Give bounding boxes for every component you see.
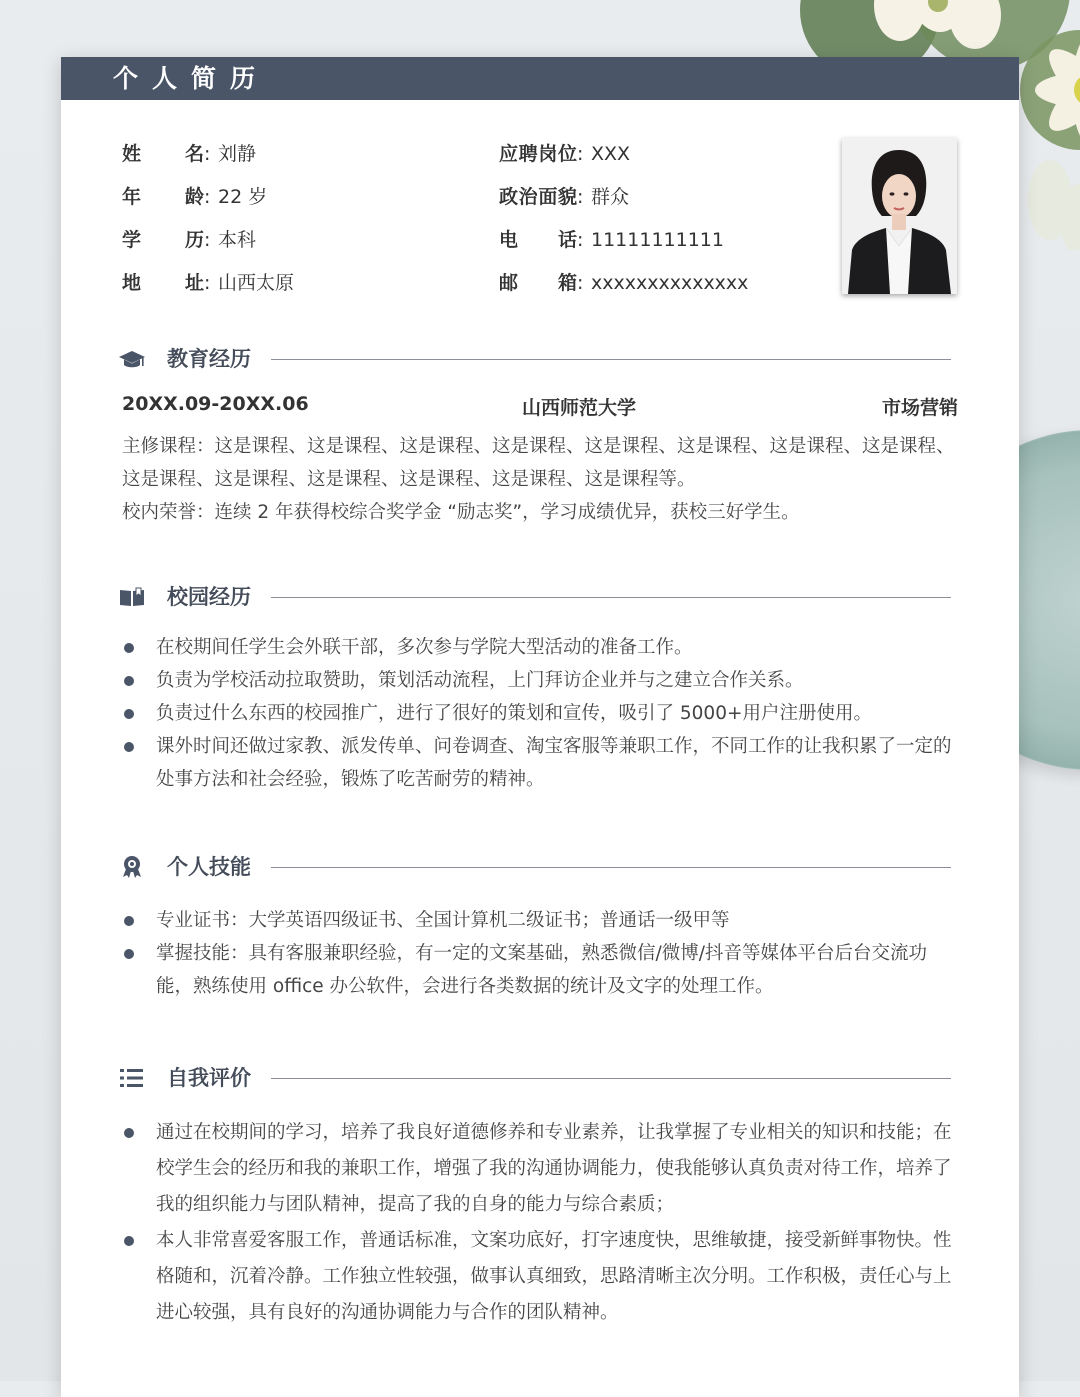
section-divider xyxy=(271,359,951,360)
info-value: 22 岁 xyxy=(218,186,268,208)
info-label: 政治面貌 xyxy=(499,186,577,208)
info-political: 政治面貌: 群众 xyxy=(499,186,630,208)
education-school: 山西师范大学 xyxy=(522,397,637,419)
graduation-cap-icon xyxy=(119,347,145,371)
info-degree: 学历: 本科 xyxy=(122,229,257,251)
info-email: 邮箱: xxxxxxxxxxxxxx xyxy=(499,272,749,294)
resume-page xyxy=(61,57,1019,1397)
info-value: 山西太原 xyxy=(218,272,295,294)
section-title: 教育经历 xyxy=(167,347,251,371)
info-value: 11111111111 xyxy=(591,229,724,251)
open-book-icon xyxy=(119,585,145,609)
list-item: 专业证书：大学英语四级证书、全国计算机二级证书；普通话一级甲等 xyxy=(122,904,962,937)
info-label: 地址 xyxy=(122,272,204,294)
education-courses: 主修课程：这是课程、这是课程、这是课程、这是课程、这是课程、这是课程、这是课程、这是课程、这是课程、这是课程、这是课程、这是课程、这是课程、这是课程等。 xyxy=(122,436,955,490)
section-divider xyxy=(271,867,951,868)
education-row xyxy=(122,393,958,421)
info-name: 姓名: 刘静 xyxy=(122,143,257,165)
list-item: 在校期间任学生会外联干部，多次参与学院大型活动的准备工作。 xyxy=(122,631,962,664)
list-item: 本人非常喜爱客服工作，普通话标准，文案功底好，打字速度快，思维敏捷，接受新鲜事物快。性格随和，沉着冷静。工作独立性较强，做事认真细致，思路清晰主次分明。工作积极，责任心与上进心较强，具有良好的沟通协调能力与合作的团队精神。 xyxy=(122,1223,962,1331)
info-age: 年龄: 22 岁 xyxy=(122,186,268,208)
award-badge-icon xyxy=(119,855,145,879)
campus-list xyxy=(122,631,962,796)
info-address: 地址: 山西太原 xyxy=(122,272,295,294)
self-eval-section-header xyxy=(119,1062,951,1094)
section-divider xyxy=(271,597,951,598)
info-position: 应聘岗位: XXX xyxy=(499,143,631,165)
education-major: 市场营销 xyxy=(881,397,958,419)
section-title: 个人技能 xyxy=(167,855,251,879)
info-label: 学历 xyxy=(122,229,204,251)
info-value: XXX xyxy=(591,143,631,165)
page-title: 个人简历 xyxy=(113,64,270,93)
list-item: 负责过什么东西的校园推广，进行了很好的策划和宣传，吸引了 5000+用户注册使用。 xyxy=(122,697,962,730)
list-item: 课外时间还做过家教、派发传单、问卷调查、淘宝客服等兼职工作，不同工作的让我积累了一定的处事方法和社会经验，锻炼了吃苦耐劳的精神。 xyxy=(122,730,962,796)
section-divider xyxy=(271,1078,951,1079)
profile-photo xyxy=(842,138,957,294)
info-label: 电话 xyxy=(499,229,577,251)
skills-section-header xyxy=(119,851,951,883)
info-label: 年龄 xyxy=(122,186,204,208)
header-bar xyxy=(61,57,1019,100)
list-item: 负责为学校活动拉取赞助，策划活动流程，上门拜访企业并与之建立合作关系。 xyxy=(122,664,962,697)
self-eval-list xyxy=(122,1115,962,1331)
campus-section-header xyxy=(119,581,951,613)
education-section-header xyxy=(119,343,951,375)
list-item: 掌握技能：具有客服兼职经验，有一定的文案基础，熟悉微信/微博/抖音等媒体平台后台交流功能，熟练使用 office 办公软件，会进行各类数据的统计及文字的处理工作。 xyxy=(122,937,962,1003)
info-phone: 电话: 11111111111 xyxy=(499,229,724,251)
education-honors: 校内荣誉：连续 2 年获得校综合奖学金 “励志奖”，学习成绩优异，获校三好学生。 xyxy=(122,502,800,523)
education-date: 20XX.09-20XX.06 xyxy=(122,393,309,415)
info-label: 邮箱 xyxy=(499,272,577,294)
skills-list xyxy=(122,904,962,1003)
info-value: 本科 xyxy=(218,229,257,251)
info-value: 刘静 xyxy=(218,143,257,165)
info-value: 群众 xyxy=(591,186,630,208)
list-item: 通过在校期间的学习，培养了我良好道德修养和专业素养，让我掌握了专业相关的知识和技能；在校学生会的经历和我的兼职工作，增强了我的沟通协调能力，使我能够认真负责对待工作，培养了我的组织能力与团队精神，提高了我的自身的能力与综合素质； xyxy=(122,1115,962,1223)
section-title: 校园经历 xyxy=(167,585,251,609)
section-title: 自我评价 xyxy=(167,1066,251,1090)
info-label: 姓名 xyxy=(122,143,204,165)
info-label: 应聘岗位 xyxy=(499,143,577,165)
list-icon xyxy=(119,1066,145,1090)
info-value: xxxxxxxxxxxxxx xyxy=(591,272,749,294)
